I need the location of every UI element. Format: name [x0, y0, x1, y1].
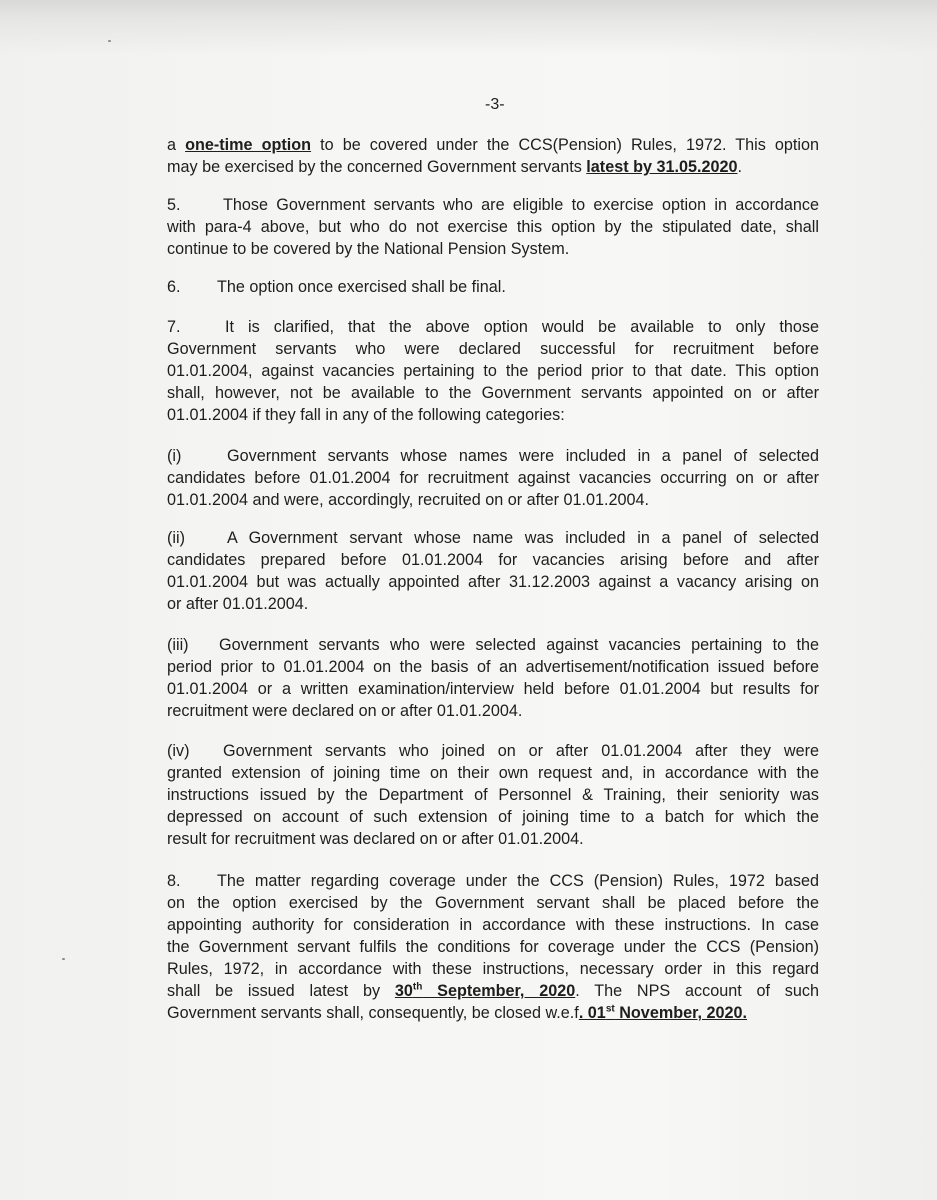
scan-speck [62, 958, 65, 960]
text-span: . The NPS account of such [575, 982, 819, 1000]
paragraph-7 [167, 316, 819, 426]
text-line: instructions issued by the Department of Personnel & Training, their seniority was [167, 786, 819, 804]
category-i [167, 445, 819, 511]
text-line [167, 527, 819, 549]
text-span: shall be issued latest by [167, 982, 395, 1000]
text-span: . [737, 158, 742, 176]
text-span: . 01 [578, 1004, 606, 1022]
text-line: the Government servant fulfils the conditions for coverage under the CCS (Pension) [167, 938, 819, 956]
text-span: November, 2020. [614, 1004, 748, 1022]
text-line [167, 870, 819, 892]
one-time-option-emphasis: one-time option [185, 136, 312, 154]
text-line [167, 194, 819, 216]
text-line: Rules, 1972, in accordance with these instructions, necessary order in this regard [167, 960, 819, 978]
text-span: The matter regarding coverage under the CCS (Pension) Rules, 1972 based [217, 872, 819, 890]
category-iv [167, 740, 819, 850]
text-line: continue to be covered by the National Pension System. [167, 240, 570, 258]
text-line [167, 445, 819, 467]
text-line: Government servants who were declared successful for recruitment before [167, 340, 819, 358]
text-span: Those Government servants who are eligible to exercise option in accordance [223, 196, 819, 214]
continuation-paragraph [167, 134, 819, 178]
scan-shadow [0, 0, 937, 55]
text-span: Government servants shall, consequently, be closed w.e.f [167, 1004, 579, 1022]
text-span: A Government servant whose name was included in a panel of selected [227, 529, 819, 547]
paragraph-8 [167, 870, 819, 1024]
text-line: or after 01.01.2004. [167, 595, 309, 613]
text-span: Government servants who were selected against vacancies pertaining to the [219, 636, 819, 654]
order-date-emphasis [395, 982, 575, 1000]
text-line: 01.01.2004 but was actually appointed after 31.12.2003 against a vacancy arising on [167, 573, 819, 591]
text-line: 01.01.2004 and were, accordingly, recruited on or after 01.01.2004. [167, 491, 650, 509]
closure-date-emphasis [579, 1004, 747, 1022]
paragraph-number: 6. [167, 278, 181, 296]
text-line [167, 316, 819, 338]
item-number: (i) [167, 447, 182, 465]
text-line [167, 134, 819, 156]
category-iii [167, 634, 819, 722]
ordinal-suffix: th [412, 981, 423, 993]
scan-speck [108, 40, 111, 42]
text-line [167, 1002, 819, 1024]
text-span: September, 2020 [422, 982, 576, 1000]
text-span: a [167, 136, 186, 154]
paragraph-number: 7. [167, 318, 181, 336]
text-line: 01.01.2004 if they fall in any of the following categories: [167, 406, 565, 424]
paragraph-number: 8. [167, 872, 181, 890]
text-line: appointing authority for consideration in accordance with these instructions. In case [167, 916, 819, 934]
text-line [167, 740, 819, 762]
text-line: period prior to 01.01.2004 on the basis of an advertisement/notification issued before [167, 658, 819, 676]
text-line: result for recruitment was declared on or after 01.01.2004. [167, 830, 584, 848]
text-line: depressed on account of such extension of joining time to a batch for which the [167, 808, 819, 826]
text-line: with para-4 above, but who do not exercise this option by the stipulated date, shall [167, 218, 819, 236]
page-number: -3- [485, 96, 505, 113]
paragraph-6 [167, 276, 819, 298]
text-span: It is clarified, that the above option would be available to only those [225, 318, 819, 336]
text-span: Government servants who joined on or after 01.01.2004 after they were [223, 742, 819, 760]
text-line: granted extension of joining time on their own request and, in accordance with the [167, 764, 819, 782]
text-line [167, 156, 819, 178]
item-number: (iv) [167, 742, 190, 760]
item-number: (iii) [167, 636, 189, 654]
text-line: 01.01.2004 or a written examination/interview held before 01.01.2004 but results for [167, 680, 819, 698]
text-line: 01.01.2004, against vacancies pertaining to the period prior to that date. This option [167, 362, 819, 380]
ordinal-suffix: st [605, 1003, 615, 1015]
text-span: may be exercised by the concerned Government servants [167, 158, 587, 176]
deadline-emphasis: latest by 31.05.2020 [586, 158, 738, 176]
text-line: on the option exercised by the Government servant shall be placed before the [167, 894, 819, 912]
text-span: Government servants whose names were included in a panel of selected [227, 447, 819, 465]
text-span: 30 [394, 982, 413, 1000]
text-line: candidates before 01.01.2004 for recruitment against vacancies occurring on or after [167, 469, 819, 487]
text-line [167, 980, 819, 1002]
paragraph-number: 5. [167, 196, 181, 214]
text-line: candidates prepared before 01.01.2004 for vacancies arising before and after [167, 551, 819, 569]
text-line: shall, however, not be available to the Government servants appointed on or after [167, 384, 819, 402]
text-line: recruitment were declared on or after 01.01.2004. [167, 702, 523, 720]
text-span: The option once exercised shall be final. [217, 278, 506, 296]
text-span: to be covered under the CCS(Pension) Rules, 1972. This option [311, 136, 819, 154]
paragraph-5 [167, 194, 819, 260]
text-line [167, 634, 819, 656]
category-ii [167, 527, 819, 615]
text-line [167, 276, 819, 298]
item-number: (ii) [167, 529, 185, 547]
